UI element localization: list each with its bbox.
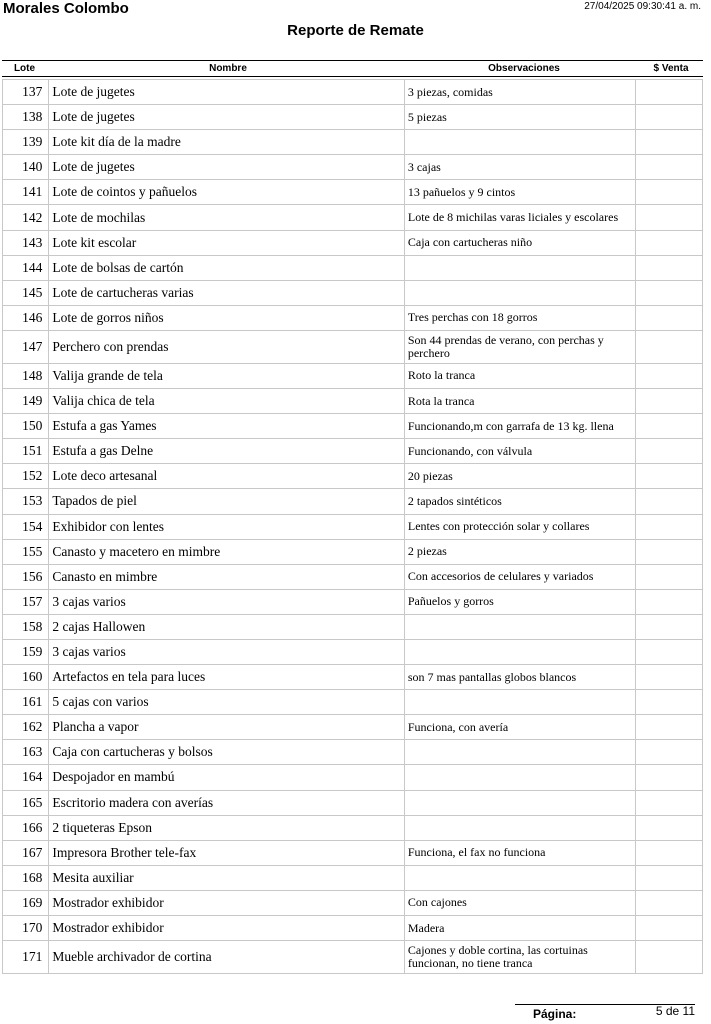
lot-observations: Pañuelos y gorros <box>404 589 635 614</box>
table-row <box>3 715 703 740</box>
lot-sale-price <box>635 589 703 614</box>
table-row <box>3 439 703 464</box>
lot-sale-price <box>635 890 703 915</box>
lot-number: 155 <box>3 539 49 564</box>
table-row <box>3 890 703 915</box>
lot-observations: 13 pañuelos y 9 cintos <box>404 180 635 205</box>
lot-sale-price <box>635 439 703 464</box>
lot-sale-price <box>635 130 703 155</box>
lot-number: 162 <box>3 715 49 740</box>
lot-observations: 3 piezas, comidas <box>404 80 635 105</box>
lot-table <box>2 79 703 974</box>
lot-observations: 3 cajas <box>404 155 635 180</box>
lot-sale-price <box>635 564 703 589</box>
lot-number: 153 <box>3 489 49 514</box>
lot-observations <box>404 255 635 280</box>
lot-observations <box>404 614 635 639</box>
table-row <box>3 255 703 280</box>
company-name: Morales Colombo <box>3 0 129 17</box>
lot-number: 154 <box>3 514 49 539</box>
lot-sale-price <box>635 389 703 414</box>
lot-sale-price <box>635 464 703 489</box>
lot-observations: Tres perchas con 18 gorros <box>404 305 635 330</box>
lot-observations <box>404 280 635 305</box>
lot-number: 143 <box>3 230 49 255</box>
lot-sale-price <box>635 740 703 765</box>
lot-observations: Funciona, con avería <box>404 715 635 740</box>
lot-number: 139 <box>3 130 49 155</box>
lot-sale-price <box>635 330 703 363</box>
lot-sale-price <box>635 255 703 280</box>
lot-observations: Funcionando,m con garrafa de 13 kg. llena <box>404 414 635 439</box>
lot-name: 3 cajas varios <box>49 639 405 664</box>
lot-observations: Funcionando, con válvula <box>404 439 635 464</box>
lot-name: Artefactos en tela para luces <box>49 665 405 690</box>
lot-number: 147 <box>3 330 49 363</box>
lot-name: Plancha a vapor <box>49 715 405 740</box>
lot-observations: son 7 mas pantallas globos blancos <box>404 665 635 690</box>
table-row <box>3 414 703 439</box>
lot-name: Caja con cartucheras y bolsos <box>49 740 405 765</box>
report-title: Reporte de Remate <box>287 22 424 39</box>
column-header-nombre: Nombre <box>47 61 409 77</box>
lot-name: 2 tiqueteras Epson <box>49 815 405 840</box>
lot-observations <box>404 865 635 890</box>
lot-name: Lote de cointos y pañuelos <box>49 180 405 205</box>
table-row <box>3 363 703 388</box>
lot-sale-price <box>635 815 703 840</box>
lot-observations: Madera <box>404 916 635 941</box>
report-timestamp: 27/04/2025 09:30:41 a. m. <box>584 1 701 12</box>
table-row <box>3 865 703 890</box>
lot-number: 152 <box>3 464 49 489</box>
lot-number: 157 <box>3 589 49 614</box>
table-row <box>3 589 703 614</box>
lot-sale-price <box>635 715 703 740</box>
lot-observations: Rota la tranca <box>404 389 635 414</box>
lot-sale-price <box>635 205 703 230</box>
lot-sale-price <box>635 305 703 330</box>
table-row <box>3 489 703 514</box>
lot-number: 145 <box>3 280 49 305</box>
lot-sale-price <box>635 414 703 439</box>
lot-observations <box>404 740 635 765</box>
lot-observations <box>404 815 635 840</box>
lot-observations <box>404 765 635 790</box>
lot-name: 3 cajas varios <box>49 589 405 614</box>
lot-number: 164 <box>3 765 49 790</box>
lot-number: 138 <box>3 105 49 130</box>
lot-number: 150 <box>3 414 49 439</box>
lot-sale-price <box>635 363 703 388</box>
lot-sale-price <box>635 230 703 255</box>
column-header-observaciones: Observaciones <box>409 61 639 77</box>
lot-name: Lote de mochilas <box>49 205 405 230</box>
lot-number: 141 <box>3 180 49 205</box>
lot-number: 144 <box>3 255 49 280</box>
table-row <box>3 205 703 230</box>
table-row <box>3 790 703 815</box>
lot-observations: Cajones y doble cortina, las cortuinas funcionan, no tiene tranca <box>404 941 635 974</box>
lot-number: 148 <box>3 363 49 388</box>
lot-name: Mostrador exhibidor <box>49 916 405 941</box>
lot-observations <box>404 690 635 715</box>
lot-name: Estufa a gas Delne <box>49 439 405 464</box>
lot-observations: Son 44 prendas de verano, con perchas y perchero <box>404 330 635 363</box>
table-row <box>3 614 703 639</box>
table-row <box>3 740 703 765</box>
lot-number: 146 <box>3 305 49 330</box>
lot-name: Lote de gorros niños <box>49 305 405 330</box>
table-row <box>3 916 703 941</box>
lot-name: Lote deco artesanal <box>49 464 405 489</box>
lot-observations: 5 piezas <box>404 105 635 130</box>
lot-number: 149 <box>3 389 49 414</box>
lot-sale-price <box>635 614 703 639</box>
column-header-venta: $ Venta <box>639 61 703 77</box>
lot-number: 158 <box>3 614 49 639</box>
lot-number: 140 <box>3 155 49 180</box>
lot-number: 166 <box>3 815 49 840</box>
lot-name: Lote de jugetes <box>49 80 405 105</box>
lot-name: Valija grande de tela <box>49 363 405 388</box>
table-row <box>3 665 703 690</box>
table-row <box>3 105 703 130</box>
lot-name: 5 cajas con varios <box>49 690 405 715</box>
lot-sale-price <box>635 665 703 690</box>
lot-sale-price <box>635 916 703 941</box>
table-row <box>3 389 703 414</box>
lot-name: Canasto y macetero en mimbre <box>49 539 405 564</box>
lot-number: 168 <box>3 865 49 890</box>
column-header <box>2 61 703 77</box>
lot-sale-price <box>635 941 703 974</box>
lot-number: 163 <box>3 740 49 765</box>
lot-sale-price <box>635 155 703 180</box>
table-row <box>3 815 703 840</box>
lot-number: 167 <box>3 840 49 865</box>
lot-sale-price <box>635 865 703 890</box>
column-header-lote: Lote <box>2 61 47 77</box>
lot-name: 2 cajas Hallowen <box>49 614 405 639</box>
lot-number: 159 <box>3 639 49 664</box>
lot-observations <box>404 130 635 155</box>
lot-name: Perchero con prendas <box>49 330 405 363</box>
lot-name: Lote kit escolar <box>49 230 405 255</box>
table-row <box>3 130 703 155</box>
lot-observations: Caja con cartucheras niño <box>404 230 635 255</box>
lot-observations: Con cajones <box>404 890 635 915</box>
lot-number: 161 <box>3 690 49 715</box>
lot-number: 171 <box>3 941 49 974</box>
lot-sale-price <box>635 690 703 715</box>
lot-name: Mostrador exhibidor <box>49 890 405 915</box>
lot-number: 165 <box>3 790 49 815</box>
lot-name: Lote kit día de la madre <box>49 130 405 155</box>
lot-sale-price <box>635 639 703 664</box>
table-row <box>3 155 703 180</box>
table-row <box>3 330 703 363</box>
lot-sale-price <box>635 180 703 205</box>
lot-name: Lote de jugetes <box>49 155 405 180</box>
table-row <box>3 690 703 715</box>
lot-observations: 2 piezas <box>404 539 635 564</box>
lot-observations: 2 tapados sintéticos <box>404 489 635 514</box>
table-row <box>3 840 703 865</box>
lot-sale-price <box>635 489 703 514</box>
lot-name: Tapados de piel <box>49 489 405 514</box>
lot-sale-price <box>635 514 703 539</box>
lot-name: Lote de jugetes <box>49 105 405 130</box>
lot-observations <box>404 639 635 664</box>
table-row <box>3 230 703 255</box>
lot-sale-price <box>635 105 703 130</box>
lot-observations <box>404 790 635 815</box>
table-row <box>3 941 703 974</box>
lot-name: Mueble archivador de cortina <box>49 941 405 974</box>
lot-name: Exhibidor con lentes <box>49 514 405 539</box>
lot-name: Lote de bolsas de cartón <box>49 255 405 280</box>
lot-number: 160 <box>3 665 49 690</box>
table-row <box>3 180 703 205</box>
lot-name: Impresora Brother tele-fax <box>49 840 405 865</box>
table-row <box>3 514 703 539</box>
lot-sale-price <box>635 840 703 865</box>
lot-number: 137 <box>3 80 49 105</box>
lot-name: Mesita auxiliar <box>49 865 405 890</box>
lot-observations: Con accesorios de celulares y variados <box>404 564 635 589</box>
lot-name: Escritorio madera con averías <box>49 790 405 815</box>
lot-sale-price <box>635 790 703 815</box>
lot-name: Canasto en mimbre <box>49 564 405 589</box>
lot-number: 169 <box>3 890 49 915</box>
table-row <box>3 80 703 105</box>
lot-sale-price <box>635 539 703 564</box>
lot-sale-price <box>635 80 703 105</box>
lot-observations: Roto la tranca <box>404 363 635 388</box>
lot-observations: Lentes con protección solar y collares <box>404 514 635 539</box>
table-row <box>3 464 703 489</box>
lot-number: 170 <box>3 916 49 941</box>
lot-number: 156 <box>3 564 49 589</box>
page-label: Página: <box>533 1007 577 1021</box>
lot-observations: Lote de 8 michilas varas liciales y escolares <box>404 205 635 230</box>
lot-name: Despojador en mambú <box>49 765 405 790</box>
lot-number: 151 <box>3 439 49 464</box>
lot-sale-price <box>635 765 703 790</box>
lot-observations: Funciona, el fax no funciona <box>404 840 635 865</box>
table-row <box>3 305 703 330</box>
lot-observations: 20 piezas <box>404 464 635 489</box>
page-number: 5 de 11 <box>655 1004 695 1018</box>
lot-number: 142 <box>3 205 49 230</box>
table-row <box>3 280 703 305</box>
table-row <box>3 639 703 664</box>
lot-name: Valija chica de tela <box>49 389 405 414</box>
lot-name: Lote de cartucheras varias <box>49 280 405 305</box>
table-row <box>3 765 703 790</box>
table-row <box>3 539 703 564</box>
table-row <box>3 564 703 589</box>
lot-name: Estufa a gas Yames <box>49 414 405 439</box>
lot-sale-price <box>635 280 703 305</box>
